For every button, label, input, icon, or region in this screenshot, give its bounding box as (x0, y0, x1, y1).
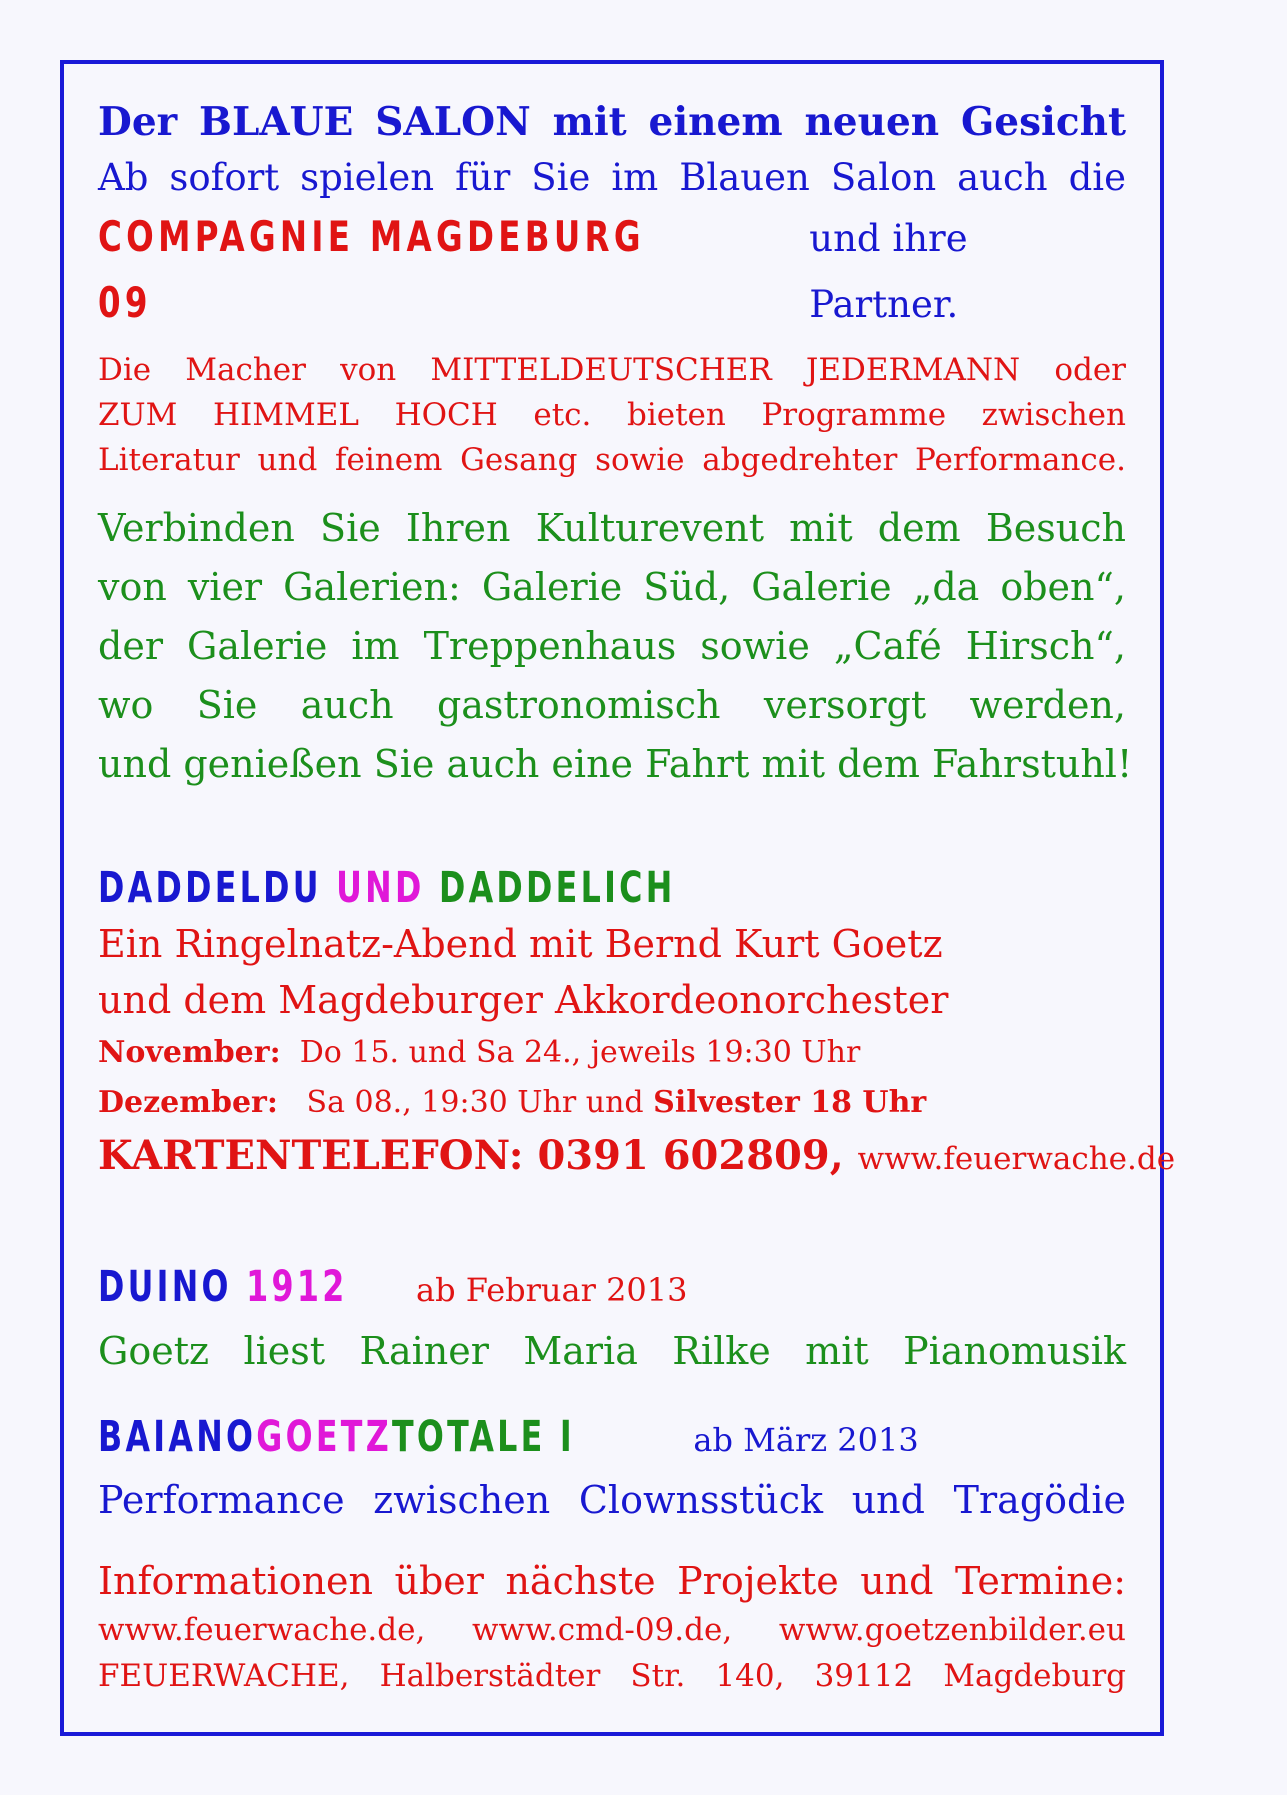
makers-paragraph (98, 348, 1126, 483)
event3-title-part2: GOETZ (256, 1412, 392, 1462)
company-line (98, 204, 1126, 338)
event1-subtitle-1: Ein Ringelnatz-Abend mit Bernd Kurt Goetz (98, 922, 943, 966)
event1-december (98, 1078, 1126, 1128)
event2-title (98, 1255, 1126, 1322)
company-name: COMPAGNIE MAGDEBURG 09 (98, 212, 645, 327)
november-dates: Do 15. und Sa 24., jeweils 19:30 Uhr (299, 1035, 861, 1070)
event2-title-part2: 1912 (246, 1262, 348, 1312)
intro-line: Ab sofort spielen für Sie im Blauen Salon auch die (98, 156, 1126, 199)
event1-title (98, 860, 1126, 916)
event3-title (98, 1406, 1126, 1471)
footer-address: FEUERWACHE, Halberstädter Str. 140, 39112 Magdeburg (98, 1658, 1126, 1694)
galleries-line: von vier Galerien: Galerie Süd, Galerie „da oben“, (98, 565, 1126, 609)
flyer-frame (60, 60, 1176, 1736)
event1-november (98, 1028, 1126, 1078)
makers-line: Literatur und feinem Gesang sowie abgedrehter Performance. (98, 442, 1126, 478)
makers-line: Die Macher von MITTELDEUTSCHER JEDERMANN oder (98, 352, 1126, 388)
event3-since: ab März 2013 (693, 1421, 919, 1459)
event3-title-part1: BAIANO (98, 1412, 257, 1462)
headline: Der BLAUE SALON mit einem neuen Gesicht (98, 99, 1126, 145)
phone-number: KARTENTELEFON: 0391 602809, (98, 1132, 844, 1179)
company-suffix: und ihre Partner. (809, 217, 968, 326)
event1-phone-line (98, 1128, 1176, 1187)
flyer-content (98, 92, 1176, 1699)
event2-description: Goetz liest Rainer Maria Rilke mit Pianomusik (98, 1329, 1126, 1373)
december-label: Dezember: (98, 1085, 278, 1120)
december-extra: Silvester 18 Uhr (653, 1085, 927, 1120)
galleries-line: und genießen Sie auch eine Fahrt mit dem Fahrstuhl! (98, 742, 1133, 786)
event1-title-part2: UND (336, 863, 425, 913)
event1-subtitle-2: und dem Magdeburger Akkordeonorchester (98, 978, 949, 1022)
event3-title-part3: TOTALE I (391, 1412, 576, 1462)
galleries-line: Verbinden Sie Ihren Kulturevent mit dem Besuch (98, 506, 1126, 550)
event1-title-part1: DADDELDU (98, 863, 322, 913)
event1-website: www.feuerwache.de (857, 1141, 1176, 1177)
galleries-line: der Galerie im Treppenhaus sowie „Café Hirsch“, (98, 624, 1126, 668)
footer-websites: www.feuerwache.de, www.cmd-09.de, www.goetzenbilder.eu (98, 1612, 1126, 1648)
event2-title-part1: DUINO (98, 1262, 232, 1312)
december-dates: Sa 08., 19:30 Uhr und (306, 1085, 644, 1120)
november-label: November: (98, 1035, 281, 1070)
galleries-line: wo Sie auch gastronomisch versorgt werden, (98, 683, 1126, 727)
makers-line: ZUM HIMMEL HOCH etc. bieten Programme zwischen (98, 397, 1126, 433)
footer-info: Informationen über nächste Projekte und Termine: (98, 1559, 1126, 1603)
event2-since: ab Februar 2013 (416, 1271, 688, 1309)
event1-title-part3: DADDELICH (438, 863, 676, 913)
galleries-paragraph (98, 499, 1133, 794)
event3-description: Performance zwischen Clownsstück und Tragödie (98, 1478, 1126, 1522)
